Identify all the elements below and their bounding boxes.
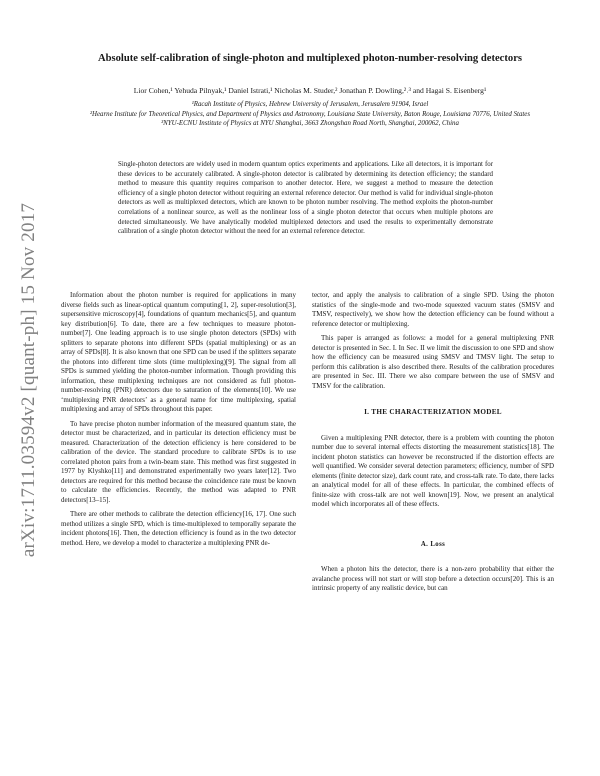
intro-paragraph-continued: tector, and apply the analysis to calibration of a single SPD. Using the photon statistics of the single-mode and two-mode squeezed vacuum states (SMSV and TMSV, respectively), we show how the detection efficiency can be found without a reference detector or multiplexing. xyxy=(312,291,554,328)
section-heading: I. THE CHARACTERIZATION MODEL xyxy=(364,408,502,416)
subsection-heading: A. Loss xyxy=(420,540,446,548)
arxiv-stamp-text: arXiv:1711.03594v2 [quant-ph] 15 Nov 2017 xyxy=(18,202,40,558)
affiliations xyxy=(70,100,550,129)
intro-paragraph-1: Information about the photon number is required for applications in many diverse fields such as linear-optical quantum computing[1, 2], super-resolution[3], supersensitive microscopy[4], foundations of quantum mechanics[5], and quantum key distribution[6]. To date, there are a few techniques to measure photon-number[7]. One leading approach is to use single photon detectors (SPDs) with splitters to separate photons into different SPDs (spatial multiplexing) or as an array of SPDs[8]. It is also known that one SPD can be used if the splitters separate the photons into different time slots (time multiplexing)[9]. The signal from all SPDs is summed yielding the photon-number information. Though providing this information, these multiplexing techniques are not considered as full photon-number-resolving (PNR) detectors due to saturation of the elements[10]. We use ‘multiplexing PNR detectors’ as a general name for time multiplexing, spatial multiplexing and array of SPDs throughout this paper. xyxy=(61,291,296,413)
outline-paragraph: This paper is arranged as follows: a model for a general multiplexing PNR detector is presented in Sec. I. In Sec. II we limit the discussion to one SPD and show how the efficiency can be measured using SMSV and TMSV light. The setup to perform this calibration is also described there. Results of the calibration procedures are presented in Sec. III. There we also compare between the use of SMSV and TMSV for the calibration. xyxy=(312,334,554,390)
right-column xyxy=(312,291,554,594)
abstract: Single-photon detectors are widely used in modern quantum optics experiments and applications. Like all detectors, it is important for these devices to be accurately calibrated. A single-photon detector is calibrated by determining its detection efficiency; the standard method to measure this quantity requires comparison to another detector. Here, we suggest a method to measure the detection efficiency of a single photon detector without requiring an external reference detector. Our method is valid for individual single-photon detectors as well as multiplexed detectors, which are known to be photon number resolving. The method exploits the photon-number correlations of a nonlinear source, as well as the nonlinear loss of a single photon detector that occurs when multiple photons are detected simultaneously. We have analytically modeled multiplexed detectors and used the results to experimentally demonstrate calibration of a single photon detector without the need for an external reference detector. xyxy=(118,161,493,236)
paper-title: Absolute self-calibration of single-photon and multiplexed photon-number-resolving detectors xyxy=(97,53,523,64)
subsection-paragraph: When a photon hits the detector, there is a non-zero probability that either the avalanche process will not start or will stop before a detection occurs[20]. This is an intrinsic property of any realistic device, but can xyxy=(312,565,554,592)
affiliation-1: ¹Racah Institute of Physics, Hebrew University of Jerusalem, Jerusalem 91904, Israel xyxy=(191,101,429,108)
affiliation-2: ²Hearne Institute for Theoretical Physics, and Department of Physics and Astronomy, Louisiana State University, Baton Rouge, Louisiana 70776, United States xyxy=(89,110,531,118)
author-list: Lior Cohen,¹ Yehuda Pilnyak,¹ Daniel Istrati,¹ Nicholas M. Studer,² Jonathan P. Dowling,²˒³ and Hagai S. Eisenberg¹ xyxy=(133,86,487,95)
intro-paragraph-3: There are other methods to calibrate the detection efficiency[16, 17]. One such method utilizes a single SPD, which is time-multiplexed to temporally separate the incident photons[16]. Then, the detection efficiency is found as in the two detector method. Here, we develop a model to characterize a multiplexing PNR de- xyxy=(61,510,296,547)
section-paragraph: Given a multiplexing PNR detector, there is a problem with counting the photon number due to several internal effects distorting the measurement statistics[18]. The incident photon statistics can however be reconstructed if the distortion effects are well quantified. We consider several detection parameters; efficiency, number of SPD elements (finite detector size), dark count rate, and cross-talk rate. To date, there lacks an analytical model for all of these effects. In particular, the combined effects of finite-size with cross-talk are not well known[19]. Now, we present an analytical model which incorporates all of these effects. xyxy=(312,433,554,508)
left-column xyxy=(61,291,296,548)
intro-paragraph-2: To have precise photon number information of the measured quantum state, the detector must be characterized, and in particular its detection efficiency must be measured. Characterization of the detection efficiency is here considered to be calibration of the device. The standard procedure to calibrate SPDs is to use correlated photon pairs from a twin-beam state. This method was first suggested in 1977 by Klyshko[11] and demonstrated experimentally two years later[12]. Two detectors are required for this method because the coincidence rate must be known to calculate the efficiencies. Recently, the method was adapted to PNR detectors[13–15]. xyxy=(61,419,296,504)
arxiv-identifier-stamp xyxy=(14,160,44,600)
affiliation-3: ³NYU-ECNU Institute of Physics at NYU Shanghai, 3663 Zhongshan Road North, Shanghai, 200062, China xyxy=(161,120,459,128)
